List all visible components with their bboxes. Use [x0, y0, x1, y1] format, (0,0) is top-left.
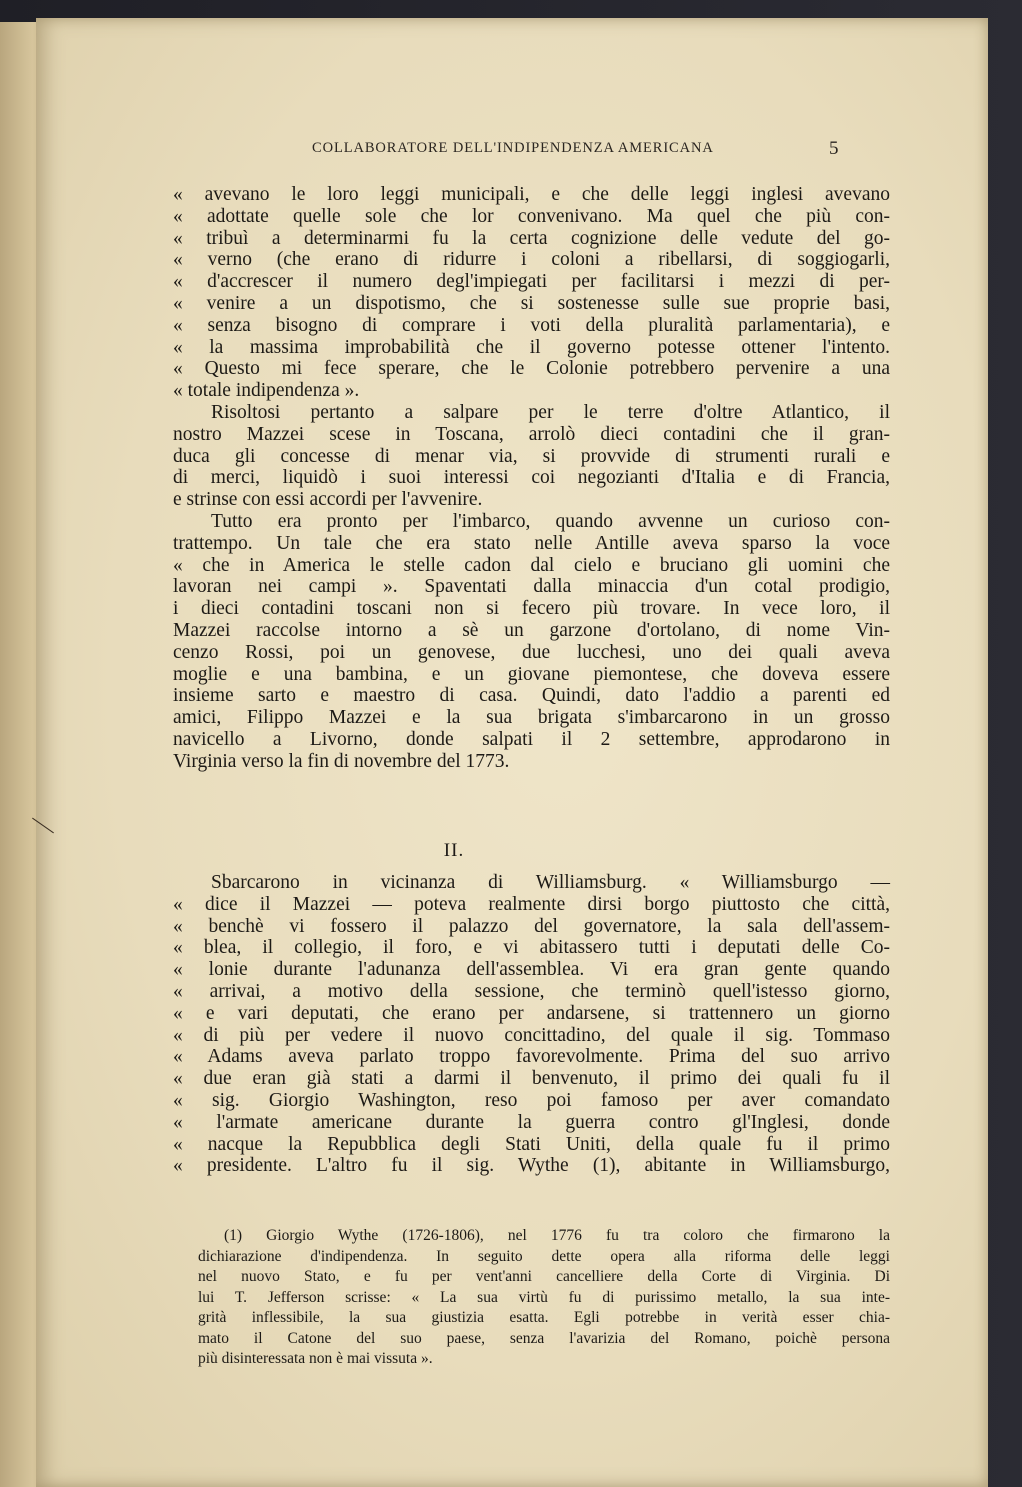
footnote-line: nel nuovo Stato, e fu per vent'anni cancelliere della Corte di Virginia. Di [198, 1268, 890, 1285]
text-line: « arrivai, a motivo della sessione, che terminò quell'istesso giorno, [173, 980, 890, 1002]
text-line: amici, Filippo Mazzei e la sua brigata s'imbarcarono in un grosso [173, 707, 890, 729]
text-line: « due eran già stati a darmi il benvenuto, il primo dei quali fu il [173, 1068, 890, 1090]
text-line: « verno (che erano di ridurre i coloni a ribellarsi, di soggiogarli, [173, 249, 890, 271]
text-line: lavoran nei campi ». Spaventati dalla minaccia d'un cotal prodigio, [173, 576, 890, 598]
footnote-line: (1) Giorgio Wythe (1726-1806), nel 1776 fu tra coloro che firmarono la [224, 1227, 890, 1244]
text-line: nostro Mazzei scese in Toscana, arrolò dieci contadini che il gran- [173, 423, 890, 445]
footnote-line: mato il Catone del suo paese, senza l'avarizia del Romano, poichè persona [198, 1329, 890, 1347]
section-number: II. [443, 840, 465, 861]
text-line: cenzo Rossi, poi un genovese, due lucchesi, uno dei quali aveva [173, 641, 890, 663]
text-line: « avevano le loro leggi municipali, e che delle leggi inglesi avevano [173, 184, 890, 205]
section-2-text [173, 872, 890, 1177]
text-line: « adottate quelle sole che lor convenivano. Ma quel che più con- [173, 205, 890, 227]
paragraph-start-line: Tutto era pronto per l'imbarco, quando avvenne un curioso con- [211, 510, 890, 532]
page-number: 5 [829, 138, 839, 159]
text-line: « Questo mi fece sperare, che le Colonie potrebbero pervenire a una [173, 358, 890, 380]
text-line: « di più per vedere il nuovo concittadino, del quale il sig. Tommaso [173, 1024, 890, 1046]
text-line: « che in America le stelle cadon dal cielo e bruciano gli uomini che [173, 554, 890, 576]
text-line: Virginia verso la fin di novembre del 1773. [173, 750, 510, 772]
text-line: « sig. Giorgio Washington, reso poi famoso per aver comandato [173, 1089, 890, 1111]
text-line: insieme sarto e maestro di casa. Quindi, dato l'addio a parenti ed [173, 685, 890, 707]
text-line: moglie e una bambina, e un giovane piemontese, che doveva essere [173, 663, 890, 685]
text-line: navicello a Livorno, donde salpati il 2 settembre, approdarono in [173, 728, 890, 750]
section-1-text [173, 184, 890, 773]
section-heading [36, 840, 988, 862]
footnote-line: lui T. Jefferson scrisse: « La sua virtù fu di purissimo metallo, la sua inte- [198, 1288, 890, 1306]
text-line: e strinse con essi accordi per l'avvenire. [173, 489, 483, 511]
footnote [198, 1226, 890, 1370]
text-line: « senza bisogno di comprare i voti della pluralità parlamentaria), e [173, 314, 890, 336]
text-line: « Adams aveva parlato troppo favorevolmente. Prima del suo arrivo [173, 1046, 890, 1068]
text-line: « venire a un dispotismo, che si sostenesse sulle sue proprie basi, [173, 292, 890, 314]
text-line: trattempo. Un tale che era stato nelle Antille aveva sparso la voce [173, 532, 890, 554]
text-line: di merci, liquidò i suoi interessi coi negozianti d'Italia e di Francia, [173, 467, 890, 489]
text-line: « tribuì a determinarmi fu la certa cognizione delle vedute del go- [173, 227, 890, 249]
text-line: « dice il Mazzei — poteva realmente dirsi borgo piuttosto che città, [173, 893, 890, 915]
page-header [36, 138, 988, 162]
text-line: i dieci contadini toscani non si fecero più trovare. In vece loro, il [173, 598, 890, 620]
text-line: « benchè vi fossero il palazzo del governatore, la sala dell'assem- [173, 915, 890, 937]
footnote-line: grità inflessibile, la sua giustizia esatta. Egli potrebbe in verità esser chia- [198, 1309, 890, 1326]
footnote-line: più disinteressata non è mai vissuta ». [198, 1350, 433, 1367]
text-line: « la massima improbabilità che il governo potesse ottener l'intento. [173, 336, 890, 358]
text-line: « e vari deputati, che erano per andarsene, si trattennero un giorno [173, 1002, 890, 1024]
text-line: Mazzei raccolse intorno a sè un garzone d'ortolano, di nome Vin- [173, 619, 890, 641]
text-line: « l'armate americane durante la guerra contro gl'Inglesi, donde [173, 1111, 890, 1133]
paragraph-start-line: Sbarcarono in vicinanza di Williamsburg. « Williamsburgo — [211, 872, 890, 893]
text-line: « presidente. L'altro fu il sig. Wythe (1), abitante in Williamsburgo, [173, 1155, 890, 1177]
text-line: « lonie durante l'adunanza dell'assemblea. Vi era gran gente quando [173, 959, 890, 981]
text-line: « blea, il collegio, il foro, e vi abitassero tutti i deputati delle Co- [173, 937, 890, 959]
text-line: « d'accrescer il numero degl'impiegati per facilitarsi i mezzi di per- [173, 271, 890, 293]
text-line: duca gli concesse di menar via, si provvide di strumenti rurali e [173, 445, 890, 467]
text-line: « nacque la Repubblica degli Stati Uniti, della quale fu il primo [173, 1133, 890, 1155]
footnote-line: dichiarazione d'indipendenza. In seguito dette opera alla riforma delle leggi [198, 1247, 890, 1265]
running-head: COLLABORATORE DELL'INDIPENDENZA AMERICANA [312, 140, 714, 156]
book-page [36, 18, 988, 1487]
text-line: « totale indipendenza ». [173, 380, 360, 402]
paragraph-start-line: Risoltosi pertanto a salpare per le terre d'oltre Atlantico, il [211, 401, 890, 423]
